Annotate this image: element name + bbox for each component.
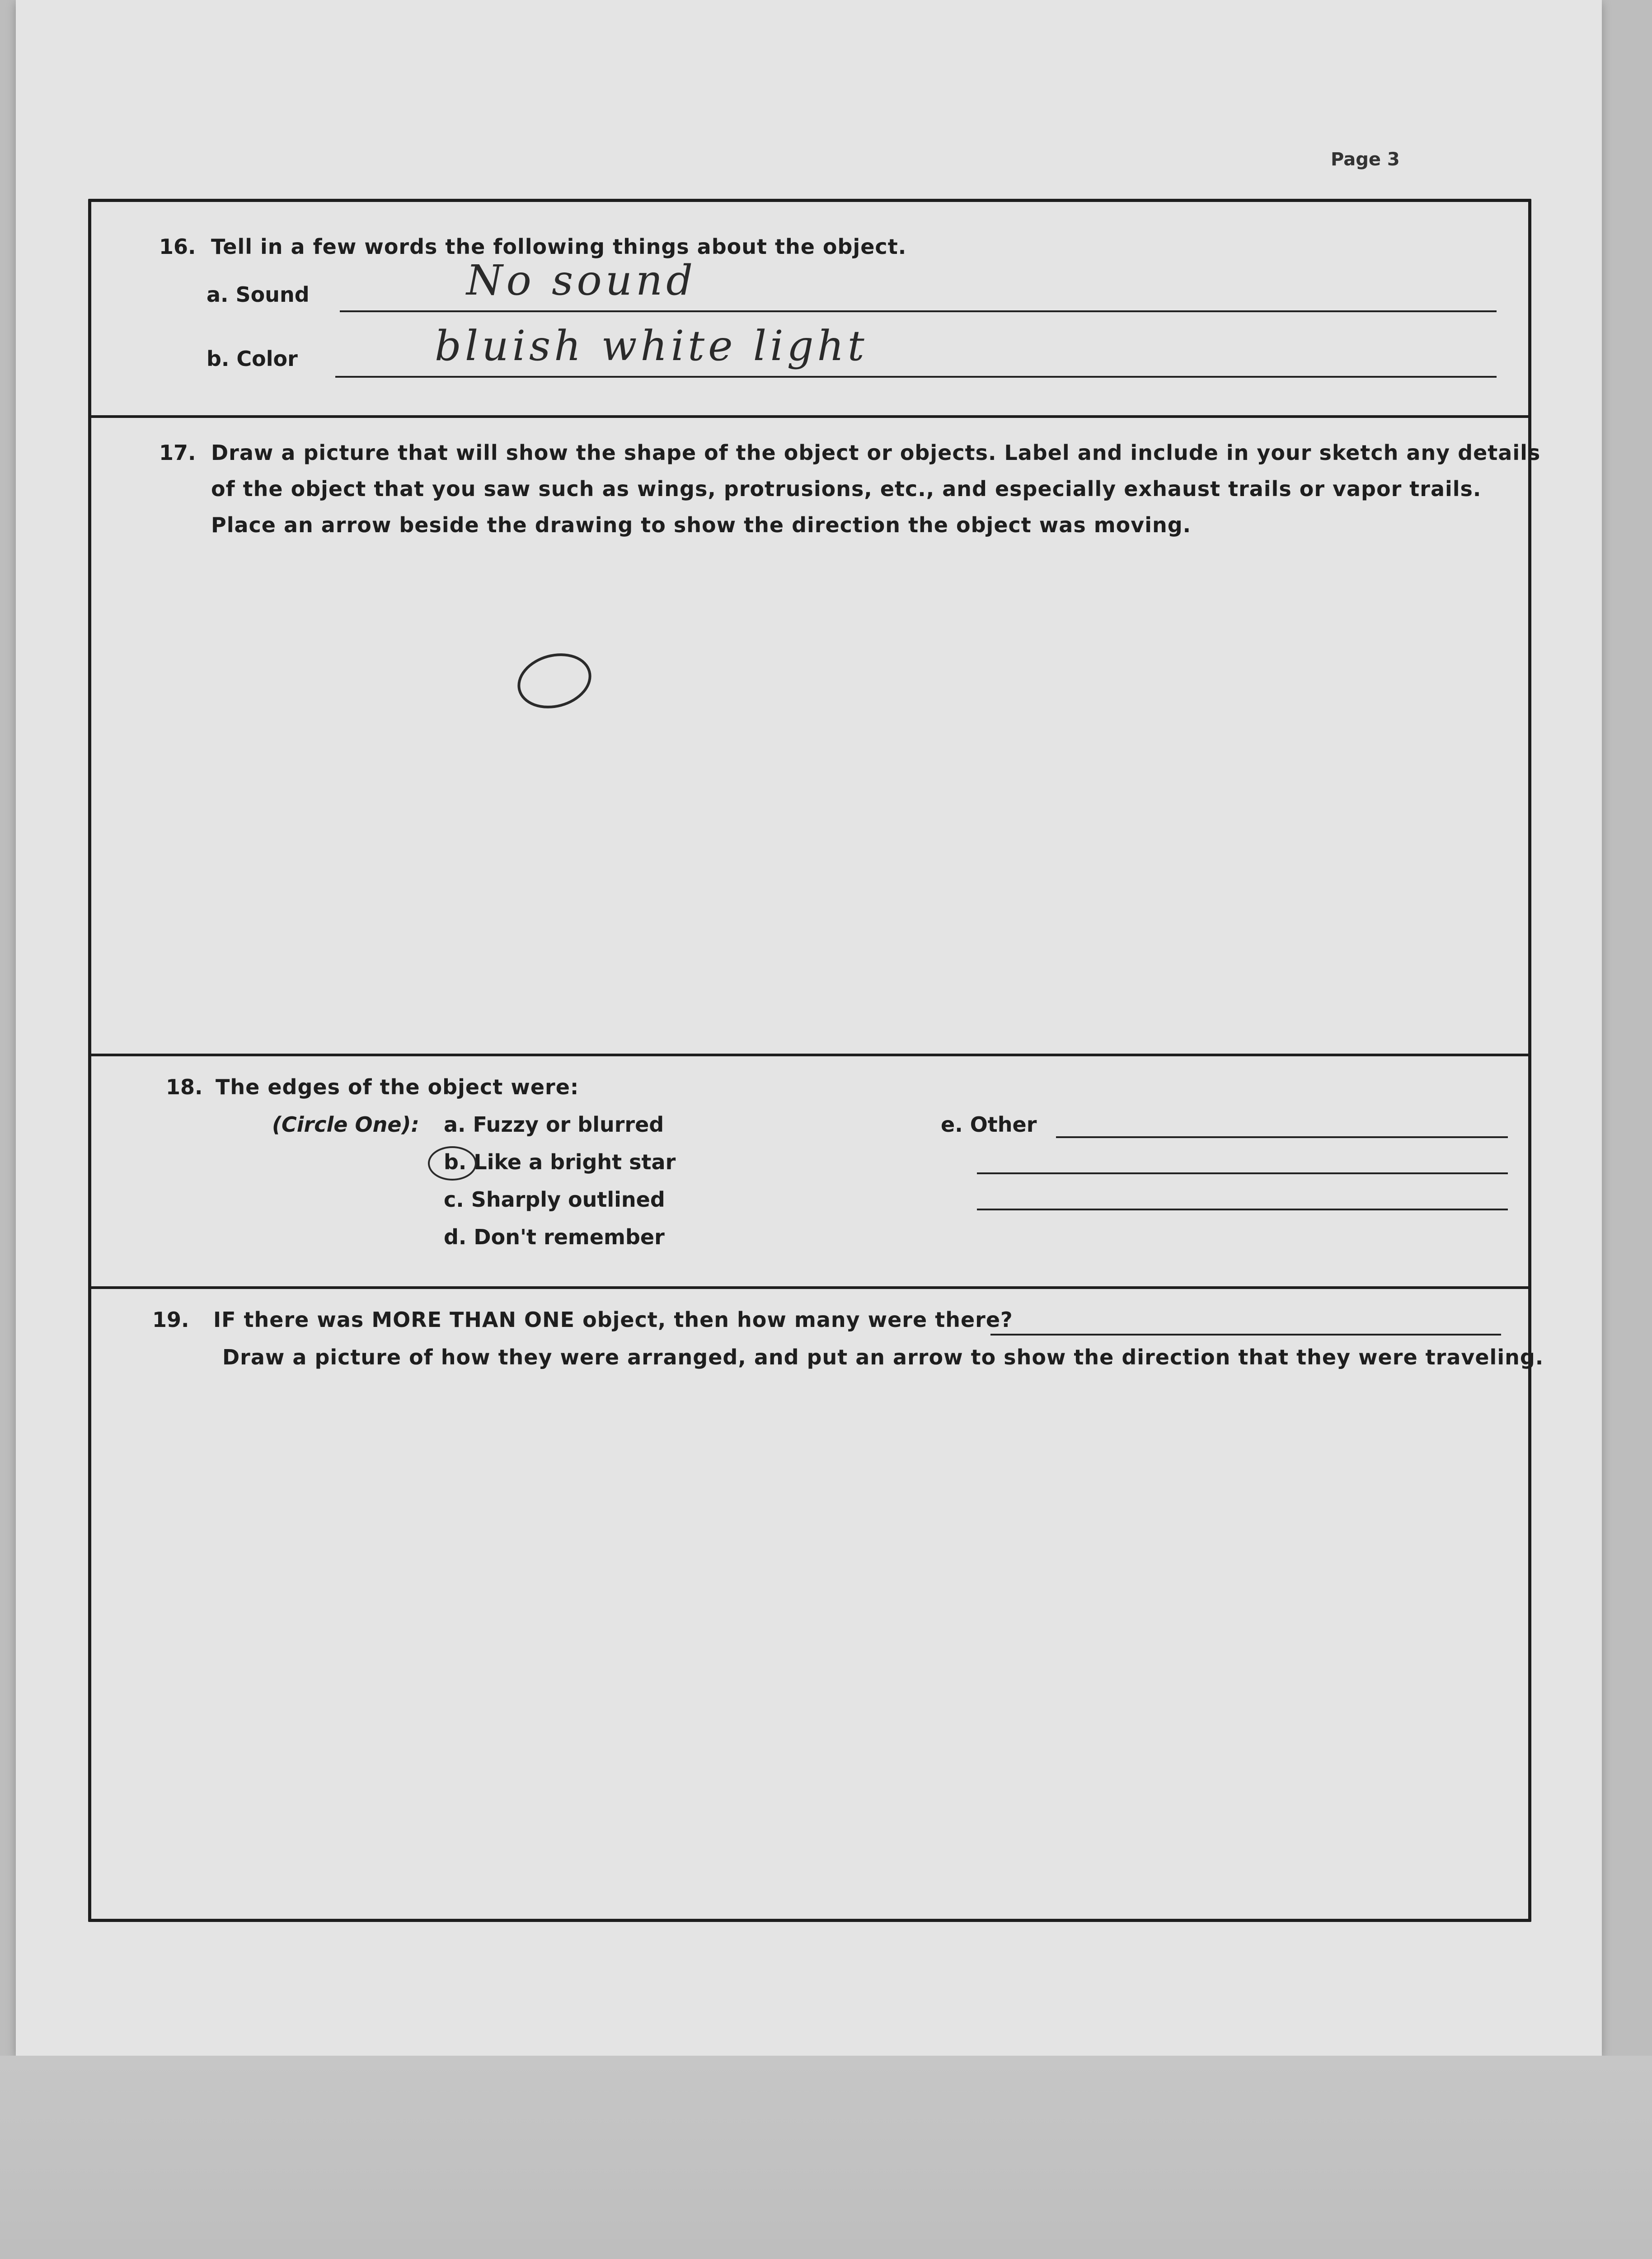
question-19-line-1: IF there was MORE THAN ONE object, then how many were there? — [213, 1308, 1013, 1332]
option-a: a. Fuzzy or blurred — [444, 1112, 664, 1137]
option-b: b. Like a bright star — [444, 1150, 676, 1174]
question-18-text: The edges of the object were: — [216, 1075, 579, 1099]
color-answer-line — [335, 376, 1497, 378]
question-16-section — [91, 202, 1528, 410]
selected-option-circle — [428, 1146, 477, 1181]
question-17-line-2: of the object that you saw such as wings, protrusions, etc., and especially exhaust trails or vapor trails. — [211, 477, 1482, 501]
object-count-line — [990, 1334, 1501, 1336]
background-surface — [0, 2056, 1652, 2259]
option-e-other: e. Other — [941, 1112, 1037, 1137]
question-19-section — [91, 1289, 1544, 1917]
color-answer: bluish white light — [435, 322, 868, 370]
question-18-number: 18. — [166, 1075, 203, 1099]
question-16-number: 16. — [159, 234, 196, 259]
question-17-line-3: Place an arrow beside the drawing to show the direction the object was moving. — [211, 513, 1192, 537]
sound-answer: No sound — [466, 256, 697, 305]
question-17-section — [91, 419, 1541, 1051]
option-c: c. Sharply outlined — [444, 1187, 665, 1212]
other-line-1 — [1056, 1136, 1508, 1138]
page-number: Page 3 — [1331, 149, 1400, 170]
circle-one-instruction: (Circle One): — [272, 1112, 419, 1137]
question-19-line-2: Draw a picture of how they were arranged, and put an arrow to show the direction that they were traveling. — [222, 1345, 1544, 1369]
other-line-2 — [977, 1172, 1508, 1174]
object-shape-sketch — [91, 419, 1528, 1051]
other-line-3 — [977, 1209, 1508, 1210]
arrangement-sketch-area — [91, 1379, 1528, 1898]
sound-label: a. Sound — [206, 282, 310, 307]
question-17-number: 17. — [159, 441, 196, 465]
question-19-number: 19. — [152, 1308, 189, 1332]
question-16-text: Tell in a few words the following things about the object. — [211, 234, 907, 259]
questionnaire-form — [88, 199, 1544, 1922]
option-d: d. Don't remember — [444, 1225, 665, 1249]
color-label: b. Color — [206, 347, 298, 371]
question-17-line-1: Draw a picture that will show the shape of the object or objects. Label and include in your sketch any details — [211, 441, 1541, 465]
question-18-section — [91, 1056, 1528, 1282]
divider-16-17 — [91, 415, 1528, 418]
sound-answer-line — [340, 310, 1497, 312]
